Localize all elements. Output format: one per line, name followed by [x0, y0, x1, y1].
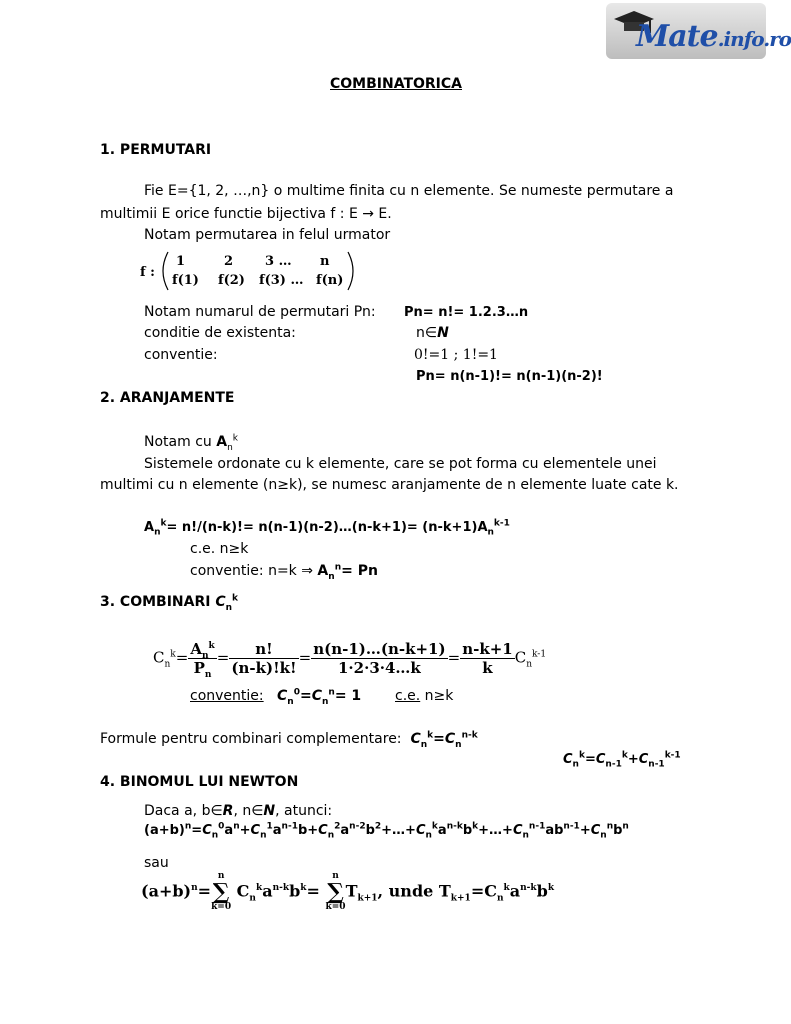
matrix-top-3: 3 …	[265, 254, 292, 269]
matrix-svg	[140, 248, 370, 294]
page-title: COMBINATORICA	[330, 76, 463, 92]
convention-value: 0!=1 ; 1!=1	[414, 347, 498, 363]
matrix-top-n: n	[320, 254, 330, 269]
existence-label: conditie de existenta:	[144, 325, 296, 341]
matrix-bottom-3: f(3) …	[259, 273, 304, 288]
matrix-top-2: 2	[224, 254, 234, 269]
matrix-bottom-n: f(n)	[316, 273, 344, 288]
arrangement-notation: Notam cu $A_n^k$	[144, 433, 238, 453]
matrix-top-1: 1	[176, 254, 186, 269]
matrix-f: f :	[140, 265, 155, 280]
matrix-bottom-1: f(1)	[172, 273, 199, 288]
section-2-heading: 2. ARANJAMENTE	[100, 390, 235, 406]
matrix-bottom-2: f(2)	[218, 273, 245, 288]
binomial-sum-formula: $(a+b)^n=$ n ∑ k=0 $C_n^ka^{n-k}b^k=$ n ∑ k=0 $T_{k+1}$, unde $T_{k+1}=C_n^ka^{n-k}b^k$	[141, 871, 555, 912]
pn-value: Pn= n!= 1.2.3…n	[404, 305, 529, 320]
section-1-heading: 1. PERMUTARI	[100, 142, 212, 158]
combination-ce: c.e. n≥k	[395, 688, 454, 704]
paragraph: Fie E={1, 2, …,n} o multime finita cu n elemente. Se numeste permutare a	[144, 183, 674, 199]
combination-formula: $C_n^k=$ $\frac{A_n^k}{P_n}$ = $\frac{n!}{(n-k)!k!}$ = $\frac{n(n-1)\dots(n-k+1)}{1\cdot 2\cdot 3\cdot 4\dots k}$ = $\frac{n-k+1}{k}$ $C_n^{k-1}$	[153, 640, 547, 680]
pn-recursive: Pn= n(n-1)!= n(n-1)(n-2)!	[416, 369, 603, 384]
binomial-condition: Daca a, b∈R, n∈N, atunci:	[144, 803, 333, 819]
paragraph: Sistemele ordonate cu k elemente, care se pot forma cu elementele unei	[144, 456, 657, 472]
arrangement-convention: conventie: n=k ⇒ $A_n^n= Pn$	[190, 562, 378, 582]
permutation-matrix	[140, 248, 370, 298]
paragraph: Notam permutarea in felul urmator	[144, 227, 391, 243]
arrangement-ce: c.e. n≥k	[190, 541, 249, 557]
pascal-formula: $C_n^k=C_{n-1}^k+C_{n-1}^{k-1}$	[563, 750, 681, 770]
site-logo[interactable]	[606, 3, 791, 59]
section-4-heading: 4. BINOMUL LUI NEWTON	[100, 774, 299, 790]
paragraph: multimi cu n elemente (n≥k), se numesc aranjamente de n elemente luate cate k.	[100, 477, 679, 493]
binomial-expansion: $(a+b)^n=C_n^0a^n+C_n^1a^{n-1}b+C_n^2a^{n-2}b^2+\dots+C_n^ka^{n-k}b^k+\dots+C_n^{n-1}ab^{n-1}+C_n^nb^n$	[144, 821, 629, 841]
combination-convention: conventie: $C_n^0=C_n^n= 1$	[190, 687, 362, 707]
convention-label: conventie:	[144, 347, 218, 363]
arrangement-formula: $A_n^k= n!/(n-k)!=$ n(n-1)(n-2)…(n-k+1)= $(n-k+1)A_n^{k-1}$	[144, 518, 510, 538]
or-label: sau	[144, 855, 169, 871]
section-3-heading: 3. COMBINARI $C_n^k$	[100, 593, 239, 613]
logo-text: Mate.info.ro	[636, 19, 791, 54]
paragraph: multimii E orice functie bijectiva f : E → E.	[100, 206, 392, 222]
existence-value: n∈N	[416, 325, 449, 341]
pn-label: Notam numarul de permutari Pn:	[144, 304, 376, 320]
complementary-formula: Formule pentru combinari complementare: $C_n^k=C_n^{n-k}$	[100, 730, 478, 750]
